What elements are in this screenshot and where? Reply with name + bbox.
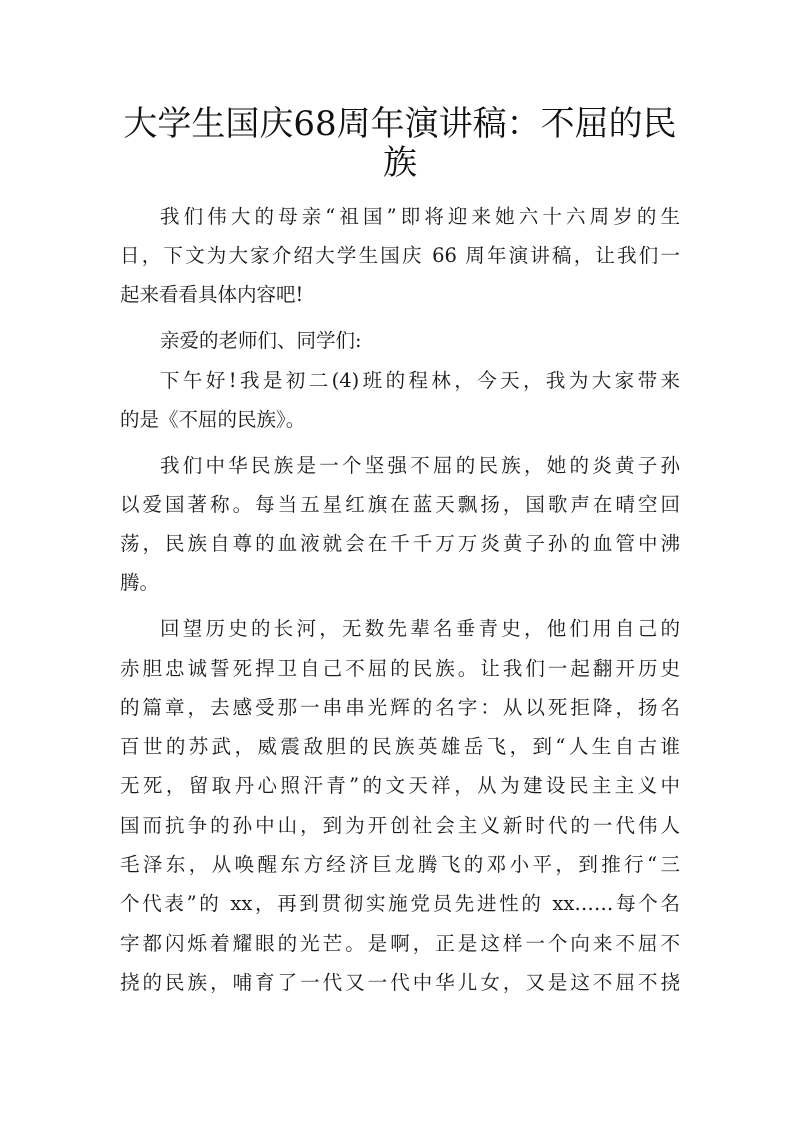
document-title-line-2: 族 <box>383 143 417 183</box>
paragraph-line: 无死，留取丹心照汗青”的文天祥，从为建设民主主义中 <box>120 774 680 797</box>
paragraph-line: 的是《不屈的民族》。 <box>120 408 306 431</box>
paragraph-line: 荡，民族自尊的血液就会在千千万万炎黄子孙的血管中沸 <box>120 532 680 555</box>
paragraph-line: 个代表”的 xx，再到贯彻实施党员先进性的 xx……每个名 <box>120 892 680 915</box>
paragraph-line: 亲爱的老师们、同学们: <box>160 329 362 352</box>
paragraph-line: 腾。 <box>120 571 160 594</box>
paragraph-line: 回望历史的长河，无数先辈名垂青史，他们用自己的 <box>160 617 680 640</box>
paragraph-line: 我们伟大的母亲“祖国”即将迎来她六十六周岁的生 <box>160 205 680 228</box>
paragraph-line: 挠的民族，哺育了一代又一代中华儿女，又是这不屈不挠 <box>120 971 680 994</box>
paragraph-line: 日，下文为大家介绍大学生国庆 66 周年演讲稿，让我们一 <box>120 244 680 267</box>
paragraph-line: 百世的苏武，威震敌胆的民族英雄岳飞，到“人生自古谁 <box>120 735 680 758</box>
document-title-line-1: 大学生国庆68周年演讲稿：不屈的民 <box>123 104 677 144</box>
paragraph-line: 我们中华民族是一个坚强不屈的民族，她的炎黄子孙 <box>160 454 680 477</box>
paragraph-line: 以爱国著称。每当五星红旗在蓝天飘扬，国歌声在晴空回 <box>120 493 680 516</box>
paragraph-line: 赤胆忠诚誓死捍卫自己不屈的民族。让我们一起翻开历史 <box>120 657 680 680</box>
paragraph-line: 起来看看具体内容吧! <box>120 283 304 306</box>
paragraph-line: 下午好!我是初二(4)班的程林，今天，我为大家带来 <box>160 369 680 392</box>
paragraph-line: 国而抗争的孙中山，到为开创社会主义新时代的一代伟人 <box>120 814 680 837</box>
paragraph-line: 的篇章，去感受那一串串光辉的名字：从以死拒降，扬名 <box>120 696 680 719</box>
paragraph-line: 毛泽东，从唤醒东方经济巨龙腾飞的邓小平，到推行“三 <box>120 853 680 876</box>
paragraph-line: 字都闪烁着耀眼的光芒。是啊，正是这样一个向来不屈不 <box>120 932 680 955</box>
